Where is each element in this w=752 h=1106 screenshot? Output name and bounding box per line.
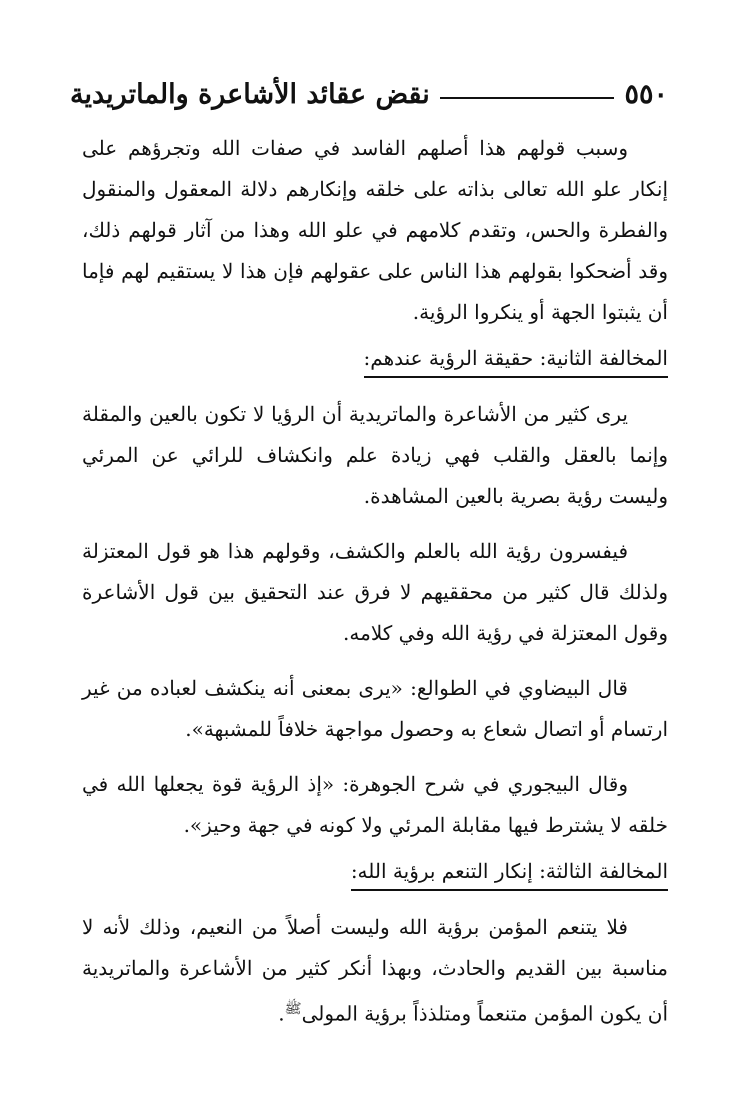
- page-header: [70, 74, 668, 114]
- page-title: نقض عقائد الأشاعرة والماتريدية: [70, 78, 430, 110]
- paragraph-6: [82, 907, 668, 1035]
- page-body: [82, 128, 668, 1035]
- paragraph-4: قال البيضاوي في الطوالع: «يرى بمعنى أنه ينكشف لعباده من غير ارتسام أو اتصال شعاع به وحصول مواجهة خلافاً للمشبهة».: [82, 676, 668, 741]
- paragraph-6-period: .: [278, 1001, 285, 1026]
- paragraph-5: وقال البيجوري في شرح الجوهرة: «إذ الرؤية قوة يجعلها الله في خلقه لا يشترط فيها مقابلة المرئي ولا كونه في جهة وحيز».: [82, 772, 668, 837]
- header-rule: [440, 97, 615, 99]
- heading-3-wrap: [82, 850, 668, 897]
- section-heading-third: المخالفة الثالثة: إنكار التنعم برؤية الله:: [351, 856, 668, 891]
- paragraph-2: يرى كثير من الأشاعرة والماتريدية أن الرؤيا لا تكون بالعين والمقلة وإنما بالعقل والقلب فهي زيادة علم وانكشاف للرائي عن المرئي وليست رؤية بصرية بالعين المشاهدة.: [82, 402, 668, 508]
- paragraph-6-text: فلا يتنعم المؤمن برؤية الله وليست أصلاً من النعيم، وذلك لأنه لا مناسبة بين القديم والحادث، وبهذا أنكر كثير من الأشاعرة والماتريدية أن يكون المؤمن متنعماً ومتلذذاً برؤية المولى: [82, 915, 668, 1026]
- honorific-signet: ﷺ: [284, 1001, 302, 1017]
- section-heading-second: المخالفة الثانية: حقيقة الرؤية عندهم:: [364, 343, 668, 378]
- heading-2-wrap: [82, 337, 668, 384]
- page-number: ٥٥٠: [624, 78, 668, 110]
- paragraph-3: فيفسرون رؤية الله بالعلم والكشف، وقولهم هذا هو قول المعتزلة ولذلك قال كثير من محققيهم لا فرق عند التحقيق بين قول الأشاعرة وقول المعتزلة في رؤية الله وفي كلامه.: [82, 539, 668, 645]
- paragraph-1: وسبب قولهم هذا أصلهم الفاسد في صفات الله وتجرؤهم على إنكار علو الله تعالى بذاته على خلقه وإنكارهم دلالة المعقول والمنقول والفطرة والحس، وتقدم كلامهم في علو الله وهذا من آثار قولهم ذلك، وقد أضحكوا بقولهم هذا الناس على عقولهم فإن هذا لا يستقيم لهم فإما أن يثبتوا الجهة أو ينكروا الرؤية.: [82, 136, 668, 324]
